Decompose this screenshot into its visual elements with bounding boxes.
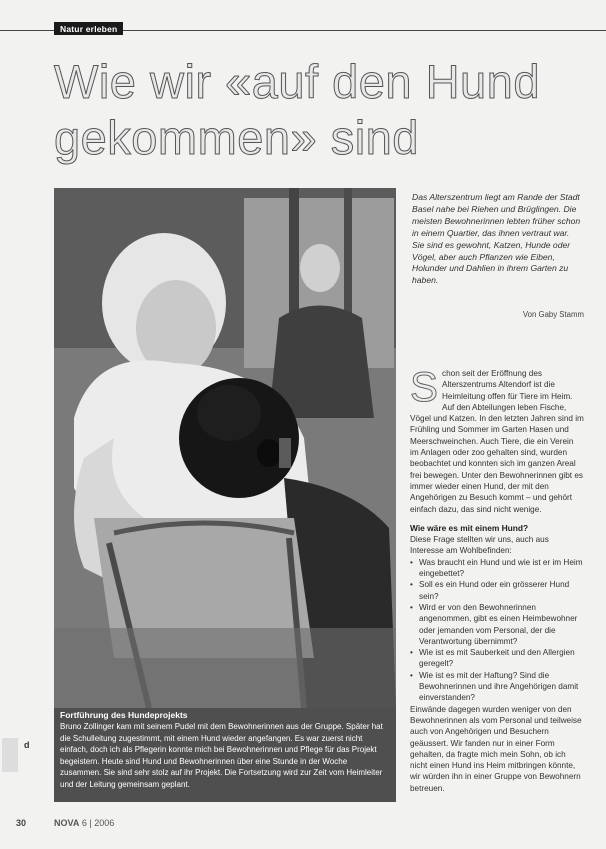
photo-caption-box (54, 708, 396, 802)
list-item: • Wird er von den Bewohnerinnen angenommen, gibt es einen Heimbewohner oder jemanden vom Personal, der die Verantwortung übernimmt? (410, 602, 584, 647)
photo-woman-with-dog (54, 188, 396, 708)
intro-paragraph (410, 363, 584, 515)
list-item: • Soll es ein Hund oder ein grösserer Hund sein? (410, 579, 584, 602)
folio-line (54, 818, 114, 828)
headline: Wie wir «auf den Hund gekommen» sind (54, 55, 540, 164)
lead-paragraph: Das Alterszentrum liegt am Rande der Stadt Basel nahe bei Riehen und Brüglingen. Die meisten Bewohnerinnen lebten früher schon in einem Quartier, das ihnen vertraut war. Sie sind es gewohnt, Katzen, Hunde oder Vögel, aber auch Pflanzen wie Eiben, Holunder und Dahlien in ihrem Garten zu haben. (412, 192, 581, 286)
issue-number: 6 | 2006 (81, 818, 115, 828)
side-letter: d (24, 740, 30, 750)
side-tab-mark (2, 738, 18, 772)
intro-text: chon seit der Eröffnung des Alterszentrums Altendorf ist die Heimleitung offen für Tiere im Heim. Auf den Abteilungen leben Fische, Vögel und Katzen. In den letzten Jahren sind im Frühling und Sommer im Garten Hasen und Meerschweinchen. Auch Tiere, die ein Verein im Anlagen oder zoo gehalten sind, wurden beobachtet und konnten sich im ganzen Areal frei bewegen. Unter den Bewohnerinnen gibt es immer wieder einen Hund, der mit den Angehörigen zu Besuch kommt – und gehört einfach dazu, das sind nicht wenige. (410, 369, 584, 514)
author-byline: Von Gaby Stamm (522, 310, 584, 319)
subheading-text: Diese Frage stellten wir uns, auch aus Interesse am Wohlbefinden: (410, 535, 549, 556)
subheading: Wie wäre es mit einem Hund? (410, 522, 529, 533)
article-body (410, 363, 584, 794)
page-number: 30 (16, 818, 27, 828)
list-item: • Was braucht ein Hund und wie ist er im Heim eingebettet? (410, 557, 584, 580)
caption-title: Fortführung des Hundeprojekts (60, 710, 188, 720)
question-list (410, 557, 584, 704)
drop-cap: S (410, 363, 439, 410)
list-item: • Wie ist es mit der Haftung? Sind die Bewohnerinnen und ihre Angehörigen damit einverstanden? (410, 670, 584, 704)
closing-paragraph: Einwände dagegen wurden weniger von den Bewohnerinnen als vom Personal und teilweise auch von Angehörigen und Besuchern geäussert. Wir fanden nur in einer Form gehalten, da fragte mich mein Sohn, ob ich nicht einen Hund ins Heim mitbringen könnte, wir würden ihn in einer Gruppe von Bewohnern betreuen. (410, 704, 582, 793)
caption-text: Bruno Zollinger kam mit seinem Pudel mit dem Bewohnerinnen aus der Gruppe. Später hat die Schulleitung zugestimmt, mit einem Hund wieder angefangen. Es war zuerst nicht einfach, doch ich als Pflegerin konnte mich bei Bewohnerinnen und Pflege für das Projekt begeistern. Heute sind Hund und Bewohnerinnen über eine Stunde in der Woche zusammen. Sie sind sehr stolz auf ihr Projekt. Die Fortsetzung wird zur Zeit vom Heimleiter und der Leitung gemeinsam geplant. (60, 722, 383, 789)
section-kicker: Natur erleben (54, 22, 123, 35)
magazine-name: NOVA (54, 818, 80, 828)
list-item: • Wie ist es mit Sauberkeit und den Allergien geregelt? (410, 647, 584, 670)
